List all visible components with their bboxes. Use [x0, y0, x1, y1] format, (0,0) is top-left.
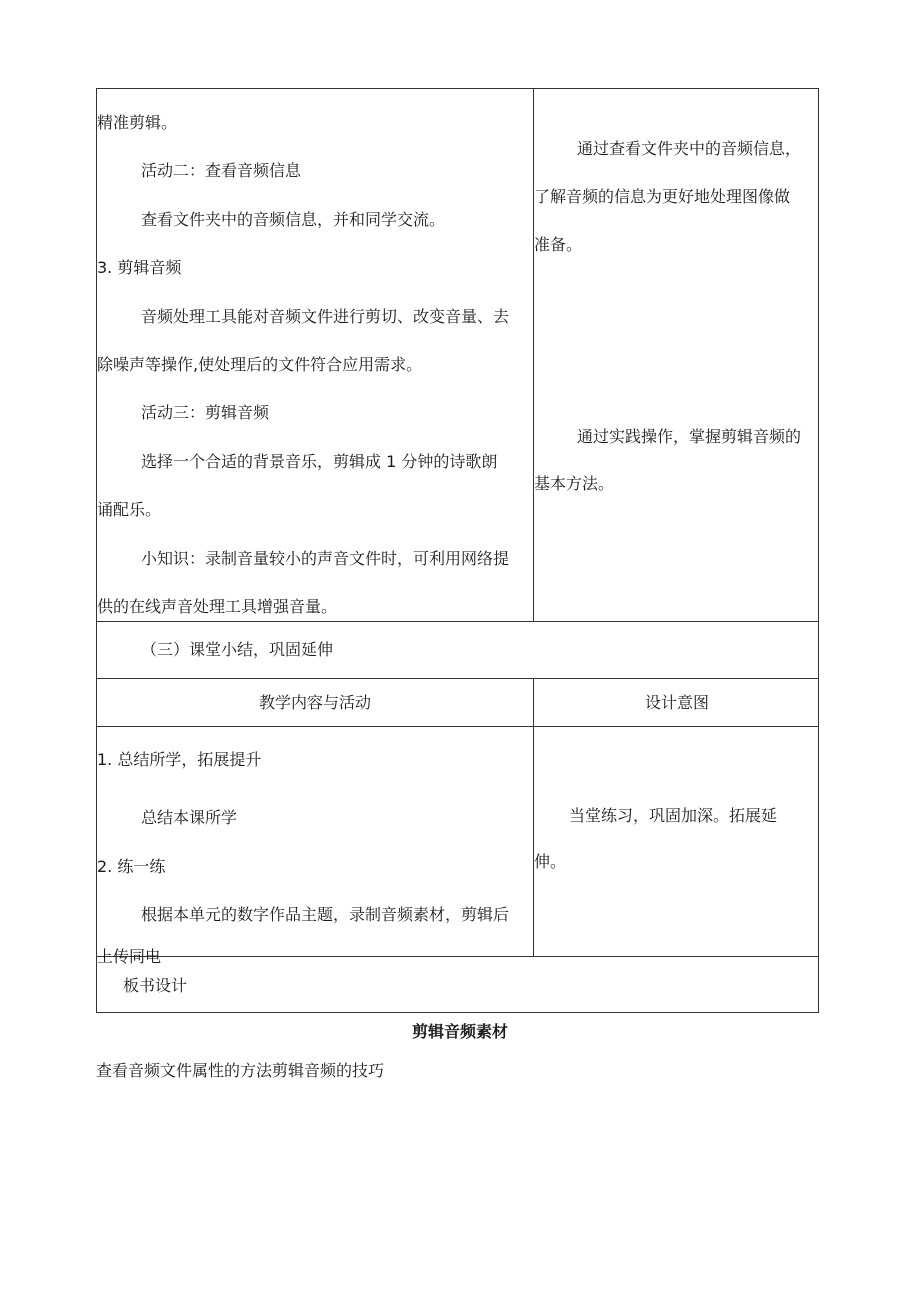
column-header-content: 教学内容与活动 [258, 693, 371, 712]
activity-text-clipped: 上传同电 [97, 947, 162, 966]
board-heading: 剪辑音频素材 [411, 1022, 508, 1041]
intent-text: 通过查看文件夹中的音频信息， [577, 139, 802, 158]
board-design-row [97, 957, 820, 1013]
header-left-cell [97, 679, 533, 726]
intent-text: 伸。 [534, 852, 567, 871]
intent-text: 当堂练习，巩固加深。拓展延 [569, 806, 778, 825]
summary-activities-cell [97, 727, 533, 966]
activities-cell [97, 89, 533, 621]
column-header-intent: 设计意图 [644, 693, 709, 712]
board-content-line: 查看音频文件属性的方法剪辑音频的技巧 [96, 1061, 385, 1080]
step-heading: 3. 剪辑音频 [97, 258, 182, 277]
intent-text: 了解音频的信息为更好地处理图像做 [534, 187, 791, 206]
lesson-plan-table [96, 88, 819, 1013]
tip-text: 供的在线声音处理工具增强音量。 [97, 597, 338, 616]
activity-title: 活动三：剪辑音频 [141, 403, 270, 422]
section-title-row [97, 622, 820, 678]
section-title: （三）课堂小结，巩固延伸 [141, 640, 334, 659]
summary-intent-cell [534, 727, 820, 956]
board-design-label: 板书设计 [123, 976, 188, 995]
activity-text: 除噪声等操作,使处理后的文件符合应用需求。 [97, 355, 423, 374]
step-heading: 2. 练一练 [97, 857, 166, 876]
step-heading: 1. 总结所学，拓展提升 [97, 750, 262, 769]
activity-text: 音频处理工具能对音频文件进行剪切、改变音量、去 [141, 307, 510, 326]
design-intent-cell [534, 89, 820, 621]
intent-text: 通过实践操作，掌握剪辑音频的 [577, 427, 802, 446]
activity-text: 诵配乐。 [97, 500, 162, 519]
activity-text: 查看文件夹中的音频信息，并和同学交流。 [141, 210, 446, 229]
intent-text: 基本方法。 [534, 474, 615, 493]
activity-text: 总结本课所学 [141, 808, 238, 827]
intent-text: 准备。 [534, 235, 583, 254]
activity-title: 活动二：查看音频信息 [141, 161, 302, 180]
tip-text: 小知识：录制音量较小的声音文件时，可利用网络提 [141, 549, 510, 568]
activity-text: 选择一个合适的背景音乐，剪辑成 1 分钟的诗歌朗 [141, 452, 498, 471]
activity-text: 根据本单元的数字作品主题，录制音频素材，剪辑后 [141, 905, 510, 924]
activity-text: 精准剪辑。 [97, 113, 178, 132]
header-right-cell [534, 679, 820, 726]
